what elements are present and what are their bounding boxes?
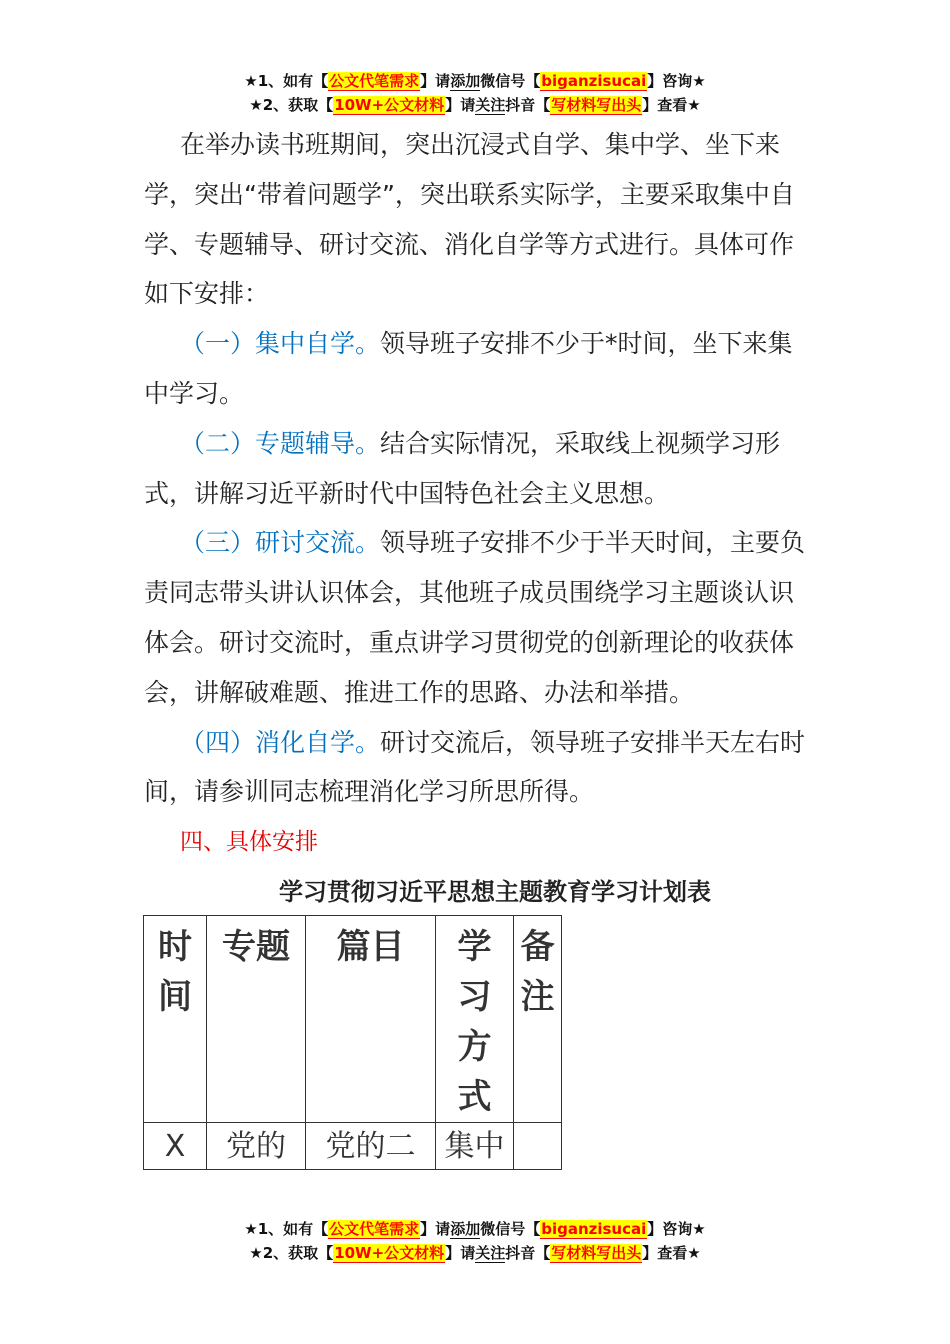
item-label: （四）消化自学。	[180, 727, 381, 757]
table-cell: X	[144, 1123, 207, 1170]
ad-text: ★2、获取【	[249, 1244, 334, 1262]
ad-wechat-id: biganzisucai	[541, 1220, 647, 1238]
ad-banner-top-line2	[0, 94, 950, 116]
ad-underline: 添加	[450, 1220, 481, 1238]
ad-banner-bottom-line2	[0, 1242, 950, 1264]
ad-highlight: 公文代笔需求	[329, 72, 420, 90]
ad-text: 】咨询★	[647, 1220, 706, 1238]
header-cell-time	[144, 916, 207, 1123]
ad-text: 】请	[445, 1244, 476, 1262]
table-header-row	[144, 916, 562, 1123]
ad-text: 抖音【	[505, 96, 551, 114]
header-text: 备注	[520, 927, 555, 1017]
ad-text: ★1、如有【	[244, 1220, 329, 1238]
header-cell-chapter	[306, 916, 436, 1123]
ad-banner-top-line1	[0, 70, 950, 92]
table-row	[144, 1123, 562, 1170]
ad-douyin-id: 写材料写出头	[551, 96, 642, 114]
ad-highlight: 10W+公文材料	[334, 1244, 445, 1262]
item-paragraph-3	[144, 518, 816, 717]
header-text: 学习方式	[457, 927, 492, 1117]
item-label: （三）研讨交流。	[180, 528, 381, 558]
table-cell	[514, 1123, 562, 1170]
ad-banner-bottom-line1	[0, 1218, 950, 1240]
header-text: 专题	[222, 927, 290, 967]
item-text: 结合实际情况，采取线上视频学习形式，讲解习近平新时代中国特色社会主义思想。	[144, 428, 781, 508]
ad-text: 】查看★	[642, 96, 701, 114]
header-cell-remarks	[514, 916, 562, 1123]
ad-highlight: 公文代笔需求	[329, 1220, 420, 1238]
section-heading: 四、具体安排	[180, 829, 318, 855]
document-body	[144, 120, 816, 817]
item-text: 研讨交流后，领导班子安排半天左右时间，请参训同志梳理消化学习所思所得。	[144, 727, 806, 807]
intro-paragraph: 在举办读书班期间，突出沉浸式自学、集中学、坐下来学，突出“带着问题学”，突出联系实际学，主要采取集中自学、专题辅导、研讨交流、消化自学等方式进行。具体可作如下安排：	[144, 130, 795, 309]
ad-text: 微信号【	[480, 1220, 541, 1238]
header-text: 时间	[158, 927, 192, 1017]
ad-text: 】请	[420, 1220, 451, 1238]
ad-highlight: 10W+公文材料	[334, 96, 445, 114]
header-cell-topic	[207, 916, 306, 1123]
ad-underline: 关注	[475, 1244, 506, 1262]
study-plan-table	[143, 915, 562, 1170]
header-text: 篇目	[336, 927, 405, 967]
item-text: 领导班子安排不少于半天时间，主要负责同志带头讲认识体会，其他班子成员围绕学习主题谈认识体会。研讨交流时，重点讲学习贯彻党的创新理论的收获体会，讲解破难题、推进工作的思路、办法和举措。	[144, 528, 806, 707]
ad-text: 抖音【	[505, 1244, 551, 1262]
header-cell-method	[436, 916, 514, 1123]
table-cell: 党的	[207, 1123, 306, 1170]
ad-douyin-id: 写材料写出头	[551, 1244, 642, 1262]
item-paragraph-2	[144, 419, 816, 519]
ad-text: 】请	[420, 72, 451, 90]
ad-text: 】查看★	[642, 1244, 701, 1262]
ad-text: ★2、获取【	[249, 96, 334, 114]
ad-underline: 添加	[450, 72, 481, 90]
item-label: （一）集中自学。	[180, 329, 381, 359]
ad-text: 】请	[445, 96, 476, 114]
table-cell: 集中	[436, 1123, 514, 1170]
table-title: 学习贯彻习近平思想主题教育学习计划表	[279, 878, 711, 906]
ad-underline: 关注	[475, 96, 506, 114]
ad-text: 微信号【	[480, 72, 541, 90]
ad-text: ★1、如有【	[244, 72, 329, 90]
item-label: （二）专题辅导。	[180, 428, 381, 458]
item-paragraph-1	[144, 319, 816, 419]
item-text: 领导班子安排不少于*时间，坐下来集中学习。	[144, 329, 793, 408]
ad-wechat-id: biganzisucai	[541, 72, 647, 90]
ad-text: 】咨询★	[647, 72, 706, 90]
item-paragraph-4	[144, 718, 816, 818]
table-cell: 党的二	[306, 1123, 436, 1170]
